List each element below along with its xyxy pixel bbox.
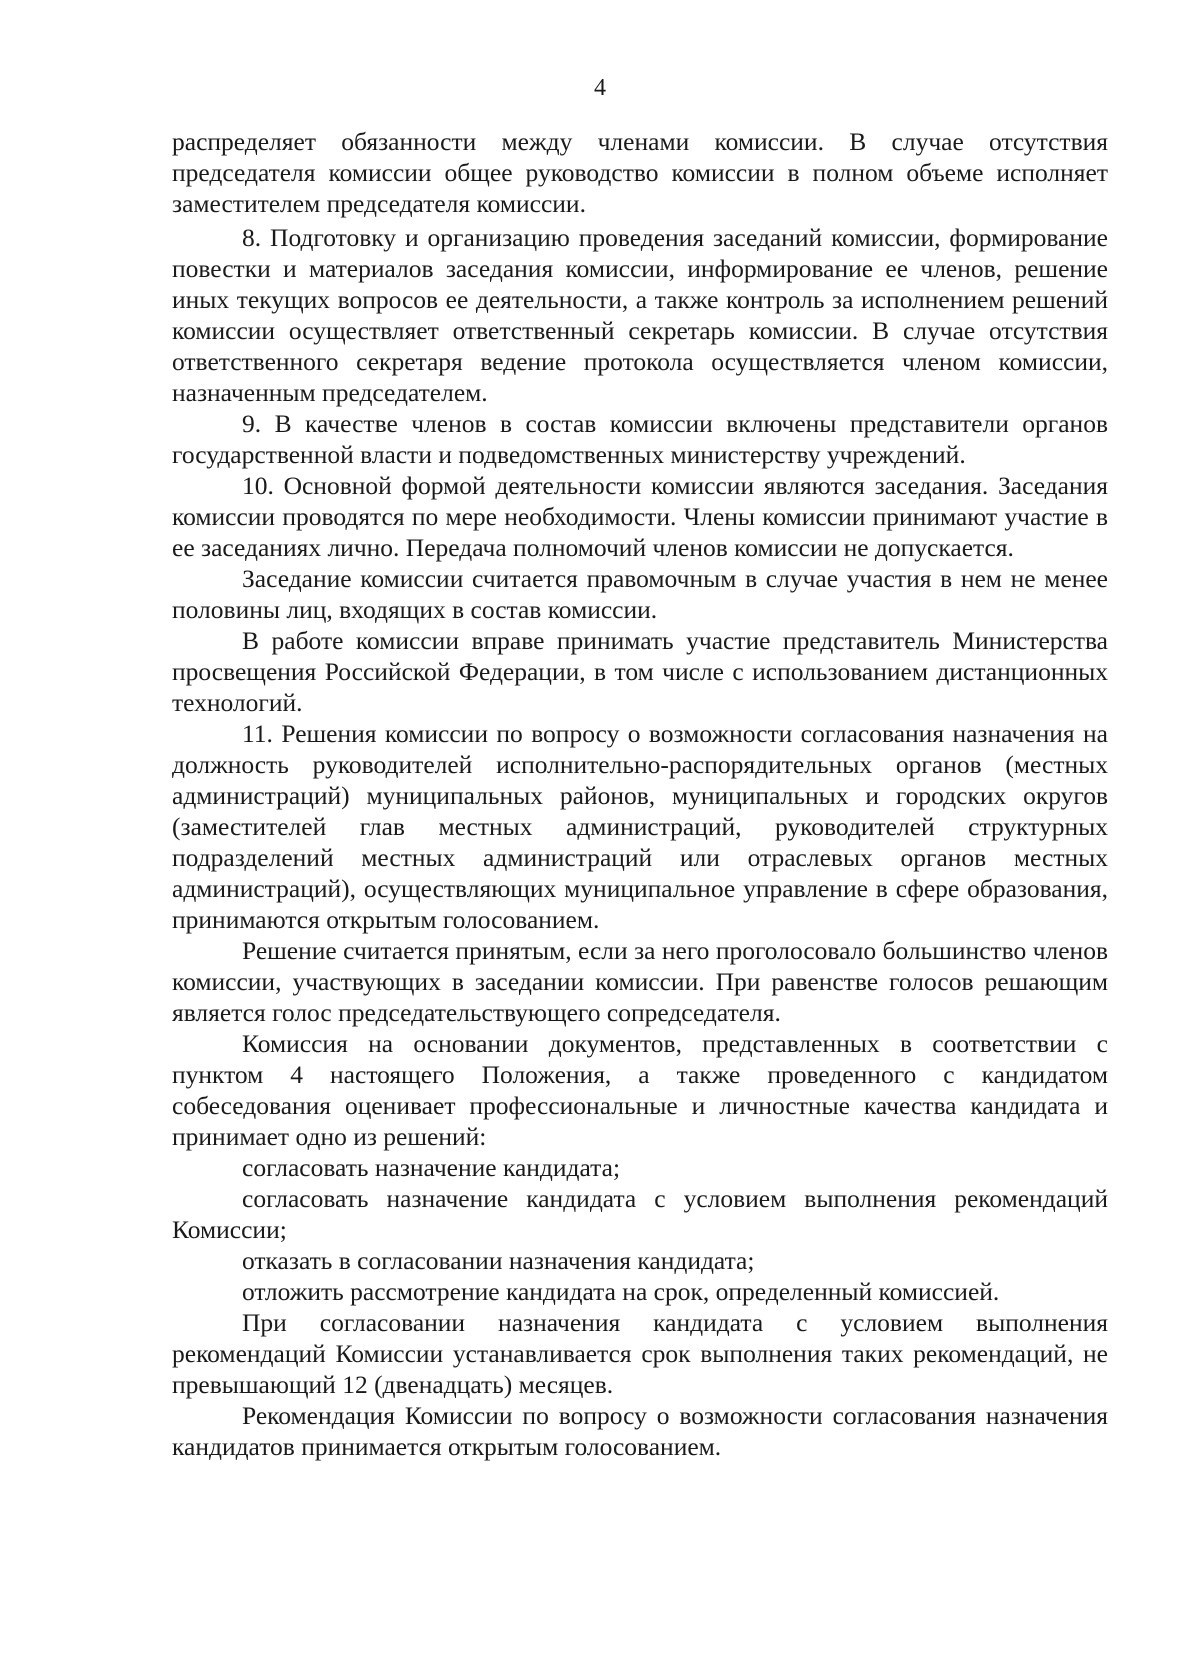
decision-option-approve-conditional: согласовать назначение кандидата с условием выполнения рекомендаций Комиссии; [172,1184,1108,1244]
paragraph-recommendation-term: При согласовании назначения кандидата с условием выполнения рекомендаций Комиссии устанавливается срок выполнения таких рекомендаций, не превышающий 12 (двенадцать) месяцев. [172,1308,1108,1399]
paragraph-item-11: 11. Решения комиссии по вопросу о возможности согласования назначения на должность руководителей исполнительно-распорядительных органов (местных администраций) муниципальных районов, муниципальных и городских округов (заместителей глав местных администраций, руководителей структурных подразделений местных администраций или отраслевых органов местных администраций), осуществляющих муниципальное управление в сфере образования, принимаются открытым голосованием. [172,719,1108,934]
paragraph-ministry-participation: В работе комиссии вправе принимать участие представитель Министерства просвещения Российской Федерации, в том числе с использованием дистанционных технологий. [172,626,1108,717]
paragraph-continuation: распределяет обязанности между членами комиссии. В случае отсутствия председателя комиссии общее руководство комиссии в полном объеме исполняет заместителем председателя комиссии. [172,127,1108,218]
paragraph-decision-majority: Решение считается принятым, если за него проголосовало большинство членов комиссии, участвующих в заседании комиссии. При равенстве голосов решающим является голос председательствующего сопредседателя. [172,936,1108,1027]
decision-option-refuse: отказать в согласовании назначения кандидата; [242,1246,755,1275]
paragraph-commission-evaluation: Комиссия на основании документов, представленных в соответствии с пунктом 4 настоящего Положения, а также проведенного с кандидатом собеседования оценивает профессиональные и личностные качества кандидата и принимает одно из решений: [172,1029,1108,1151]
paragraph-recommendation-voting: Рекомендация Комиссии по вопросу о возможности согласования назначения кандидатов принимается открытым голосованием. [172,1401,1108,1461]
document-body [172,126,1108,1462]
paragraph-quorum: Заседание комиссии считается правомочным в случае участия в нем не менее половины лиц, входящих в состав комиссии. [172,564,1108,624]
paragraph-item-8: 8. Подготовку и организацию проведения заседаний комиссии, формирование повестки и материалов заседания комиссии, информирование ее членов, решение иных текущих вопросов ее деятельности, а также контроль за исполнением решений комиссии осуществляет ответственный секретарь комиссии. В случае отсутствия ответственного секретаря ведение протокола осуществляется членом комиссии, назначенным председателем. [172,223,1108,407]
paragraph-item-10: 10. Основной формой деятельности комиссии являются заседания. Заседания комиссии проводятся по мере необходимости. Члены комиссии принимают участие в ее заседаниях лично. Передача полномочий членов комиссии не допускается. [172,471,1108,562]
paragraph-item-9: 9. В качестве членов в состав комиссии включены представители органов государственной власти и подведомственных министерству учреждений. [172,409,1108,469]
page-number: 4 [594,75,606,101]
decision-option-approve: согласовать назначение кандидата; [242,1153,621,1182]
decision-option-postpone: отложить рассмотрение кандидата на срок, определенный комиссией. [242,1277,1000,1306]
